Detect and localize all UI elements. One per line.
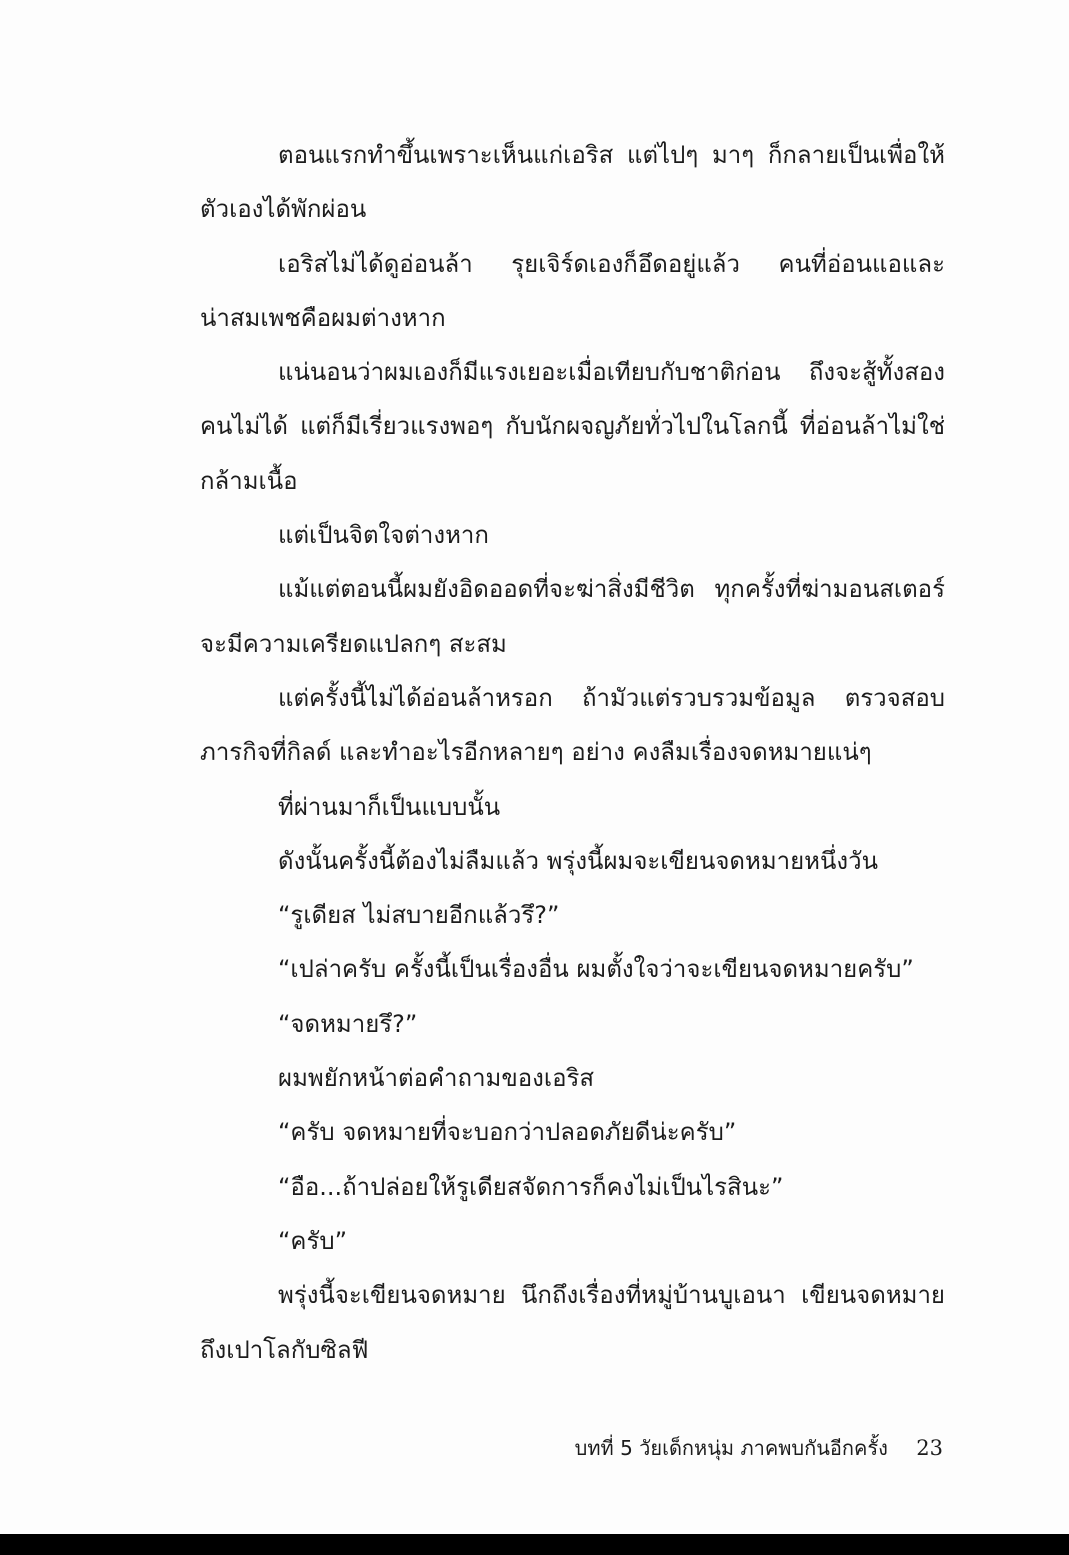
text-line: ภารกิจที่กิลด์ และทำอะไรอีกหลายๆ อย่าง คงลืมเรื่องจดหมายแน่ๆ bbox=[200, 738, 872, 767]
text-line: “เปล่าครับ ครั้งนี้เป็นเรื่องอื่น ผมตั้งใจว่าจะเขียนจดหมายครับ” bbox=[278, 955, 914, 984]
text-line: ที่ผ่านมาก็เป็นแบบนั้น bbox=[278, 792, 501, 821]
text-line: “รูเดียส ไม่สบายอีกแล้วรึ?” bbox=[278, 901, 560, 930]
text-line: กล้ามเนื้อ bbox=[200, 466, 298, 495]
text-line: ผมพยักหน้าต่อคำถามของเอริส bbox=[278, 1064, 595, 1093]
text-line: แน่นอนว่าผมเองก็มีแรงเยอะเมื่อเทียบกับชาติก่อน ถึงจะสู้ทั้งสอง bbox=[278, 358, 945, 387]
text-line: ถึงเปาโลกับซิลฟี bbox=[200, 1335, 369, 1364]
chapter-title: บทที่ 5 วัยเด็กหนุ่ม ภาคพบกันอีกครั้ง bbox=[574, 1436, 888, 1460]
page-number: 23 bbox=[916, 1436, 943, 1460]
text-line: “ครับ จดหมายที่จะบอกว่าปลอดภัยดีน่ะครับ” bbox=[278, 1118, 737, 1147]
body-text bbox=[200, 128, 945, 1377]
text-line: จะมีความเครียดแปลกๆ สะสม bbox=[200, 629, 507, 658]
text-line: พรุ่งนี้จะเขียนจดหมาย นึกถึงเรื่องที่หมู่บ้านบูเอนา เขียนจดหมาย bbox=[278, 1281, 945, 1310]
text-line: ตอนแรกทำขึ้นเพราะเห็นแก่เอริส แต่ไปๆ มาๆ ก็กลายเป็นเพื่อให้ bbox=[278, 141, 945, 169]
text-line: “อือ...ถ้าปล่อยให้รูเดียสจัดการก็คงไม่เป็นไรสินะ” bbox=[278, 1172, 784, 1201]
page-footer bbox=[575, 1428, 943, 1468]
text-line: แต่ครั้งนี้ไม่ได้อ่อนล้าหรอก ถ้ามัวแต่รวบรวมข้อมูล ตรวจสอบ bbox=[278, 683, 945, 712]
text-line: ตัวเองได้พักผ่อน bbox=[200, 195, 367, 224]
text-line: คนไม่ได้ แต่ก็มีเรี่ยวแรงพอๆ กับนักผจญภัยทั่วไปในโลกนี้ ที่อ่อนล้าไม่ใช่ bbox=[200, 412, 945, 441]
text-line: “ครับ” bbox=[278, 1226, 348, 1255]
text-line: เอริสไม่ได้ดูอ่อนล้า รุยเจิร์ดเองก็อึดอยู่แล้ว คนที่อ่อนแอและ bbox=[278, 249, 945, 278]
text-line: แม้แต่ตอนนี้ผมยังอิดออดที่จะฆ่าสิ่งมีชีวิต ทุกครั้งที่ฆ่ามอนสเตอร์ bbox=[278, 575, 945, 604]
text-line: “จดหมายรึ?” bbox=[278, 1009, 418, 1038]
text-line: น่าสมเพชคือผมต่างหาก bbox=[200, 303, 446, 332]
text-line: แต่เป็นจิตใจต่างหาก bbox=[278, 521, 489, 550]
scan-edge-bar bbox=[0, 1534, 1069, 1555]
text-line: ดังนั้นครั้งนี้ต้องไม่ลืมแล้ว พรุ่งนี้ผมจะเขียนจดหมายหนึ่งวัน bbox=[278, 846, 879, 875]
